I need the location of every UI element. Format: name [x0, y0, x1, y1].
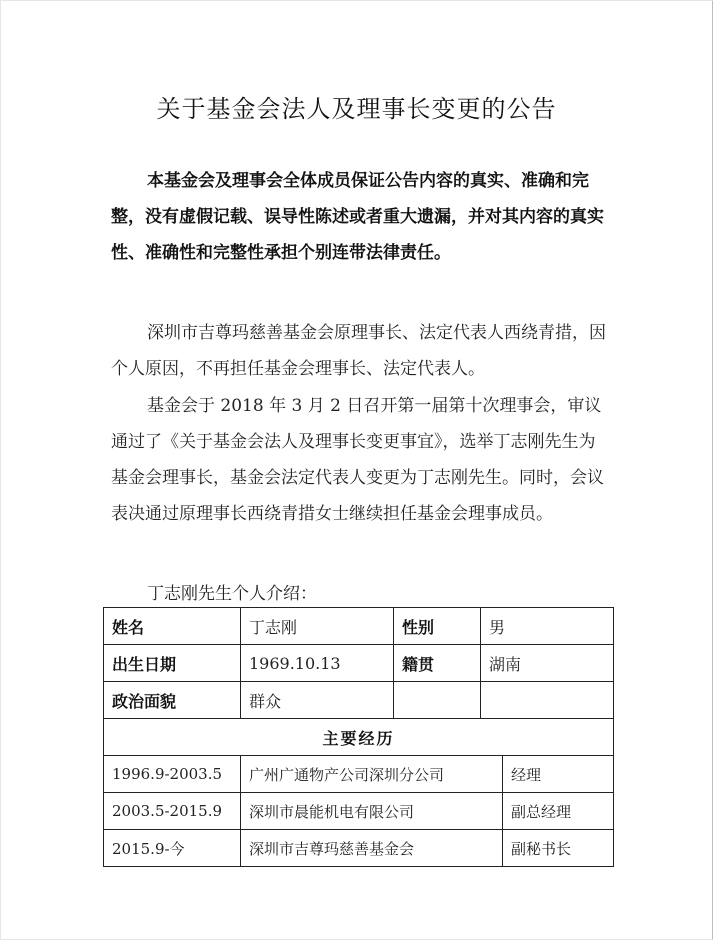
- experience-role: 副总经理: [503, 793, 614, 830]
- experience-period: 2015.9-今: [104, 830, 241, 867]
- empty-cell: [481, 682, 614, 719]
- table-row: [104, 608, 614, 645]
- origin-value: 湖南: [481, 645, 614, 682]
- birth-value: 1969.10.13: [241, 645, 394, 682]
- paragraph-resignation: 深圳市吉尊玛慈善基金会原理事长、法定代表人西绕青措，因个人原因，不再担任基金会理事长、法定代表人。: [111, 323, 606, 379]
- empty-cell: [394, 682, 481, 719]
- experience-period: 2003.5-2015.9: [104, 793, 241, 830]
- political-value: 群众: [241, 682, 394, 719]
- gender-value: 男: [481, 608, 614, 645]
- birth-label: 出生日期: [104, 645, 241, 682]
- experience-role: 副秘书长: [503, 830, 614, 867]
- experience-org: 深圳市吉尊玛慈善基金会: [241, 830, 503, 867]
- name-value: 丁志刚: [241, 608, 394, 645]
- experience-org: 深圳市晨能机电有限公司: [241, 793, 503, 830]
- experience-role: 经理: [503, 756, 614, 793]
- experience-org: 广州广通物产公司深圳分公司: [241, 756, 503, 793]
- experience-header: 主要经历: [104, 719, 614, 756]
- profile-table: [103, 607, 614, 867]
- experience-period: 1996.9-2003.5: [104, 756, 241, 793]
- paragraph-intro: 丁志刚先生个人介绍：: [147, 584, 317, 604]
- table-row: [104, 682, 614, 719]
- paragraph-meeting: 基金会于 2018 年 3 月 2 日召开第一届第十次理事会，审议通过了《关于基金会法人及理事长变更事宜》，选举丁志刚先生为基金会理事长，基金会法定代表人变更为丁志刚先生。同时，会议表决通过原理事长西绕青措女士继续担任基金会理事成员。: [111, 396, 604, 524]
- experience-row: [104, 793, 614, 830]
- name-label: 姓名: [104, 608, 241, 645]
- page-title: 关于基金会法人及理事长变更的公告: [156, 95, 557, 123]
- origin-label: 籍贯: [394, 645, 481, 682]
- guarantee-statement: 本基金会及理事会全体成员保证公告内容的真实、准确和完整，没有虚假记载、误导性陈述或者重大遗漏，并对其内容的真实性、准确性和完整性承担个别连带法律责任。: [111, 171, 604, 263]
- experience-row: [104, 756, 614, 793]
- political-label: 政治面貌: [104, 682, 241, 719]
- table-row: [104, 719, 614, 756]
- table-row: [104, 645, 614, 682]
- gender-label: 性别: [394, 608, 481, 645]
- experience-row: [104, 830, 614, 867]
